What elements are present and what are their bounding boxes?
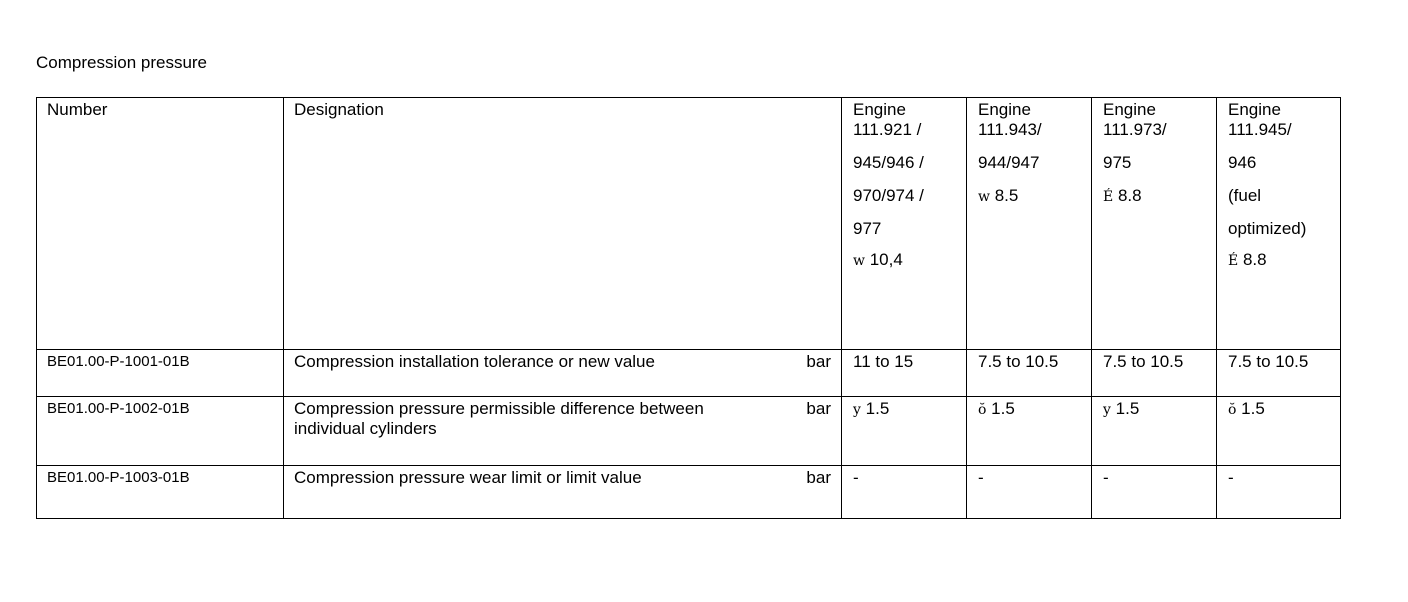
tolerance-symbol: y (853, 402, 861, 418)
tolerance-symbol: y (1103, 402, 1111, 418)
row-number: BE01.00-P-1002-01B (37, 397, 284, 466)
tolerance-symbol: ŏ (1228, 402, 1237, 418)
engine-code-line: 975 (1103, 153, 1132, 172)
engine-label: Engine (1228, 100, 1281, 119)
value-cell (1217, 397, 1341, 466)
ratio-value: 8.5 (994, 186, 1019, 205)
engine-code-line: 945/946 / (853, 153, 924, 172)
value-text: 1.5 (1115, 399, 1140, 418)
row-number: BE01.00-P-1001-01B (37, 350, 284, 397)
designation-text: Compression pressure wear limit or limit value (294, 468, 642, 487)
engine-compression-ratio (978, 186, 1085, 207)
value-cell (967, 466, 1092, 519)
value-text: 7.5 to 10.5 (1103, 352, 1184, 371)
table-row (37, 397, 1341, 466)
engine-compression-ratio (1228, 250, 1334, 271)
value-text: 1.5 (1241, 399, 1265, 418)
value-cell (842, 350, 967, 397)
engine-compression-ratio (1103, 186, 1210, 207)
header-number: Number (37, 98, 284, 350)
table-header-row (37, 98, 1341, 350)
tolerance-symbol: ŏ (978, 402, 987, 418)
value-text: 7.5 to 10.5 (978, 352, 1059, 371)
engine-code-line: 944/947 (978, 153, 1040, 172)
table-row (37, 350, 1341, 397)
unit-label: bar (806, 468, 831, 487)
value-cell (1217, 466, 1341, 519)
ratio-value: 8.8 (1117, 186, 1142, 205)
designation-text: Compression installation tolerance or new value (294, 352, 655, 371)
designation-text: Compression pressure permissible difference between individual cylinders (294, 399, 704, 438)
engine-code-line: (fuel (1228, 186, 1262, 205)
ratio-value: 8.8 (1242, 250, 1267, 269)
engine-label: Engine (978, 100, 1031, 119)
header-engine-3 (1092, 98, 1217, 350)
header-engine-1 (842, 98, 967, 350)
row-designation (284, 466, 842, 519)
header-engine-2 (967, 98, 1092, 350)
unit-label: bar (806, 352, 831, 371)
value-text: 1.5 (865, 399, 890, 418)
unit-label: bar (806, 399, 831, 418)
engine-label: Engine (853, 100, 906, 119)
value-cell (842, 397, 967, 466)
table-row (37, 466, 1341, 519)
engine-code-line: 946 (1228, 153, 1257, 172)
value-text: 7.5 to 10.5 (1228, 352, 1309, 371)
value-text: - (853, 468, 859, 487)
header-engine-4 (1217, 98, 1341, 350)
value-cell (1092, 397, 1217, 466)
value-text: 11 to 15 (853, 352, 914, 371)
value-cell (1092, 350, 1217, 397)
engine-code-line: 111.943/ (978, 120, 1042, 139)
value-cell (967, 397, 1092, 466)
value-text: - (978, 468, 984, 487)
value-text: - (1103, 468, 1109, 487)
engine-code-line: 970/974 / (853, 186, 924, 205)
value-text: 1.5 (991, 399, 1015, 418)
engine-code-line: optimized) (1228, 219, 1307, 238)
value-text: - (1228, 468, 1234, 487)
row-number: BE01.00-P-1003-01B (37, 466, 284, 519)
row-designation (284, 350, 842, 397)
engine-compression-ratio (853, 250, 960, 271)
ratio-symbol: w (978, 189, 990, 205)
engine-code-line: 111.945/ (1228, 120, 1292, 139)
ratio-symbol: w (853, 253, 865, 269)
ratio-symbol: É (1103, 189, 1114, 205)
engine-code-line: 977 (853, 219, 882, 238)
row-designation (284, 397, 842, 466)
engine-code-line: 111.921 / (853, 120, 922, 139)
value-cell (842, 466, 967, 519)
value-cell (1092, 466, 1217, 519)
engine-label: Engine (1103, 100, 1156, 119)
value-cell (967, 350, 1092, 397)
compression-pressure-table (36, 97, 1341, 519)
page-title: Compression pressure (36, 53, 208, 72)
ratio-value: 10,4 (869, 250, 903, 269)
value-cell (1217, 350, 1341, 397)
ratio-symbol: É (1228, 253, 1239, 269)
header-designation: Designation (284, 98, 842, 350)
engine-code-line: 111.973/ (1103, 120, 1167, 139)
